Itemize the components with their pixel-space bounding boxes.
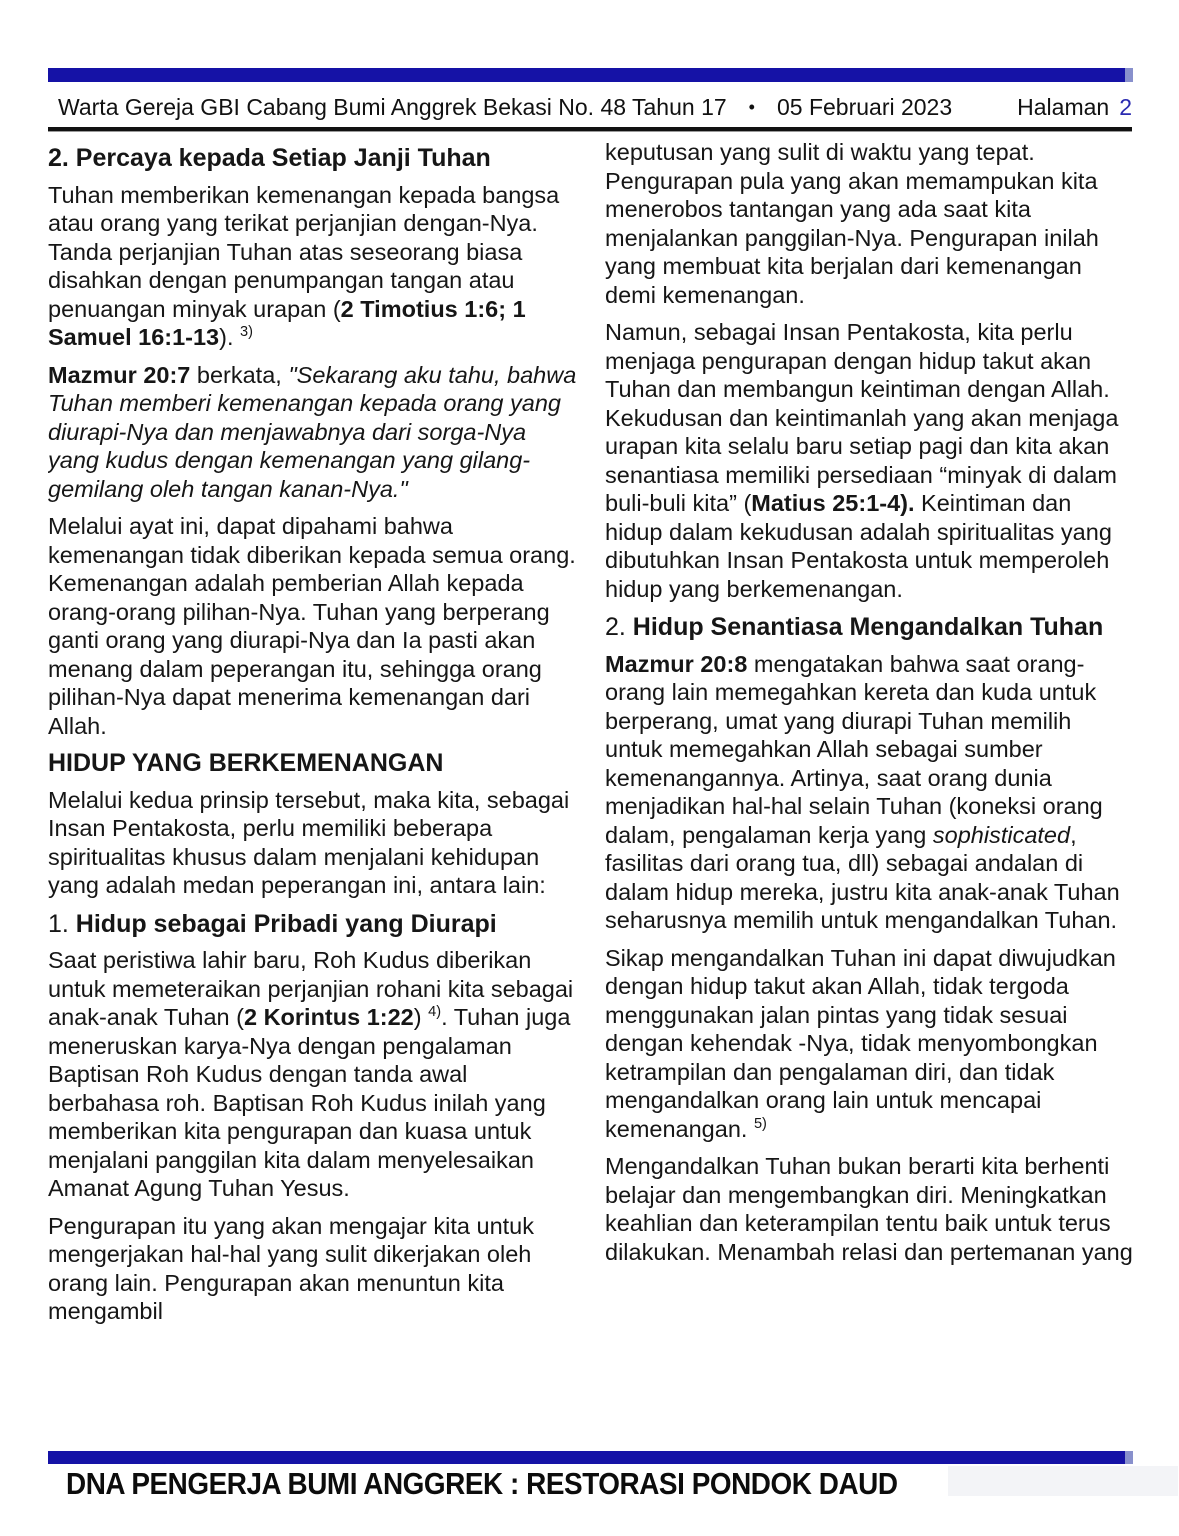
header-date: 05 Februari 2023 — [776, 93, 953, 120]
footer-bar — [48, 1451, 1133, 1464]
header — [58, 92, 1132, 122]
text-segment: sophisticated — [932, 821, 1071, 848]
paragraph — [605, 1152, 1134, 1266]
text-segment: Melalui kedua prinsip tersebut, maka kita, sebagai Insan Pentakosta, perlu memiliki beberapa spiritualitas khusus dalam menjalani kehidupan yang adalah medan peperangan ini, antara lain: — [48, 786, 570, 898]
header-top-bar — [48, 68, 1133, 82]
paragraph — [605, 138, 1134, 309]
header-title: Warta Gereja GBI Cabang Bumi Anggrek Bekasi No. 48 Tahun 17 — [58, 93, 727, 120]
text-segment: keputusan yang sulit di waktu yang tepat. Pengurapan pula yang akan memampukan kita menerobos tantangan yang ada saat kita menjalankan panggilan-Nya. Pengurapan inilah yang membuat kita berjalan dari kemenangan demi kemenangan. — [605, 139, 1099, 308]
text-segment: 2 Korintus 1:22 — [243, 1004, 414, 1030]
text-segment: ) — [413, 1004, 429, 1030]
section-heading — [48, 910, 577, 939]
text-segment: Hidup sebagai Pribadi yang Diurapi — [75, 909, 497, 938]
text-segment: Melalui ayat ini, dapat dipahami bahwa kemenangan tidak diberikan kepada semua orang. Kemenangan adalah pemberian Allah kepada orang-orang pilihan-Nya. Tuhan yang berperang ganti orang yang diurapi-Nya dan Ia pasti akan menang dalam peperangan itu, sehingga orang pilihan-Nya dapat menerima kemenangan dari Allah. — [48, 513, 576, 739]
paragraph — [48, 361, 577, 504]
text-segment: 2 Timotius 1:6; 1 Samuel 16:1-13 — [48, 295, 526, 350]
text-segment: "Sekarang aku tahu, bahwa Tuhan memberi kemenangan kepada orang yang diurapi-Nya dan menjawabnya dari sorga-Nya yang kudus dengan kemenangan yang gilang-gemilang oleh tangan kanan-Nya." — [48, 361, 577, 502]
header-bullet-icon: • — [748, 96, 755, 117]
text-segment: 2. — [605, 613, 633, 641]
left-column — [48, 138, 577, 1448]
paragraph — [48, 512, 577, 740]
text-segment: . Tuhan juga meneruskan karya-Nya dengan pengalaman Baptisan Roh Kudus dengan tanda awal berbahasa roh. Baptisan Roh Kudus inilah yang memberikan kita pengurapan dan kuasa untuk menjalani panggilan kita dalam menyelesaikan Amanat Agung Tuhan Yesus. — [48, 1004, 571, 1201]
text-segment: berkata, — [190, 361, 289, 388]
header-rule — [48, 127, 1132, 132]
text-segment: mengatakan bahwa saat orang-orang lain memegahkan kereta dan kuda untuk berperang, umat yang diurapi Tuhan memilih untuk memegahkan Allah sebagai sumber kemenangannya. Artinya, saat orang dunia menjadikan hal-hal selain Tuhan (koneksi orang dalam, pengalaman kerja yang — [605, 650, 1103, 848]
text-segment: HIDUP YANG BERKEMENANGAN — [48, 749, 444, 777]
section-heading — [48, 749, 577, 778]
text-segment: 4) — [428, 1004, 442, 1021]
section-heading — [48, 144, 577, 173]
text-segment: Mengandalkan Tuhan bukan berarti kita berhenti belajar dan mengembangkan diri. Meningkatkan keahlian dan keterampilan tentu baik untuk terus dilakukan. Menambah relasi dan pertemanan yang — [605, 1153, 1133, 1265]
paragraph — [48, 946, 577, 1203]
text-segment: Matius 25:1-4). — [751, 490, 915, 516]
footer-bar-tail — [1125, 1451, 1133, 1464]
paragraph — [605, 944, 1134, 1144]
paragraph — [605, 650, 1134, 935]
footer-shadow — [948, 1466, 1178, 1496]
text-segment: 2. Percaya kepada Setiap Janji Tuhan — [48, 144, 491, 172]
article-body — [48, 138, 1134, 1448]
paragraph — [48, 1212, 577, 1326]
page-label: Halaman — [1017, 93, 1110, 120]
text-segment: ). — [219, 324, 241, 350]
paragraph — [48, 181, 577, 352]
text-segment: Hidup Senantiasa Mengandalkan Tuhan — [632, 613, 1104, 641]
text-segment: , fasilitas dari orang tua, dll) sebagai andalan di dalam hidup mereka, justru kita anak-anak Tuhan seharusnya memilih untuk mengandalkan Tuhan. — [605, 821, 1120, 933]
page-number: 2 — [1119, 93, 1132, 120]
text-segment: Namun, sebagai Insan Pentakosta, kita perlu menjaga pengurapan dengan hidup takut akan Tuhan dan membangun keintiman dengan Allah. Kekudusan dan keintimanlah yang akan menjaga urapan kita selalu baru setiap pagi dan kita akan senantiasa memiliki persediaan “minyak di dalam buli-buli kita” ( — [605, 319, 1119, 516]
text-segment: Mazmur 20:7 — [48, 361, 191, 388]
text-segment: 5) — [753, 1115, 767, 1132]
text-segment: Saat peristiwa lahir baru, Roh Kudus diberikan untuk memeteraikan perjanjian rohani kita sebagai anak-anak Tuhan ( — [48, 947, 574, 1030]
footer-title: DNA PENGERJA BUMI ANGGREK : RESTORASI PONDOK DAUD — [66, 1466, 898, 1501]
text-segment: Tuhan memberikan kemenangan kepada bangsa atau orang yang terikat perjanjian dengan-Nya. Tanda perjanjian Tuhan atas seseorang biasa disahkan dengan penumpangan tangan atau penuangan minyak urapan ( — [48, 181, 560, 322]
text-segment: Mazmur 20:8 — [605, 650, 748, 677]
text-segment: Sikap mengandalkan Tuhan ini dapat diwujudkan dengan hidup takut akan Allah, tidak tergoda menggunakan jalan pintas yang tidak sesuai dengan kehendak -Nya, tidak menyombongkan ketrampilan dan pengalaman diri, dan tidak mengandalkan orang lain untuk mencapai kemenangan. — [605, 944, 1116, 1142]
text-segment: 1. — [48, 909, 76, 938]
right-column — [605, 138, 1134, 1448]
paragraph — [48, 786, 577, 900]
header-bar-tail — [1125, 68, 1133, 82]
text-segment: 3) — [240, 324, 253, 341]
text-segment: Keintiman dan hidup dalam kekudusan adalah spiritualitas yang dibutuhkan Insan Pentakosta untuk memperoleh hidup yang berkemenangan. — [605, 490, 1112, 602]
section-heading — [605, 613, 1134, 642]
paragraph — [605, 318, 1134, 603]
text-segment: Pengurapan itu yang akan mengajar kita untuk mengerjakan hal-hal yang sulit dikerjakan oleh orang lain. Pengurapan akan menuntun kita mengambil — [48, 1212, 534, 1324]
